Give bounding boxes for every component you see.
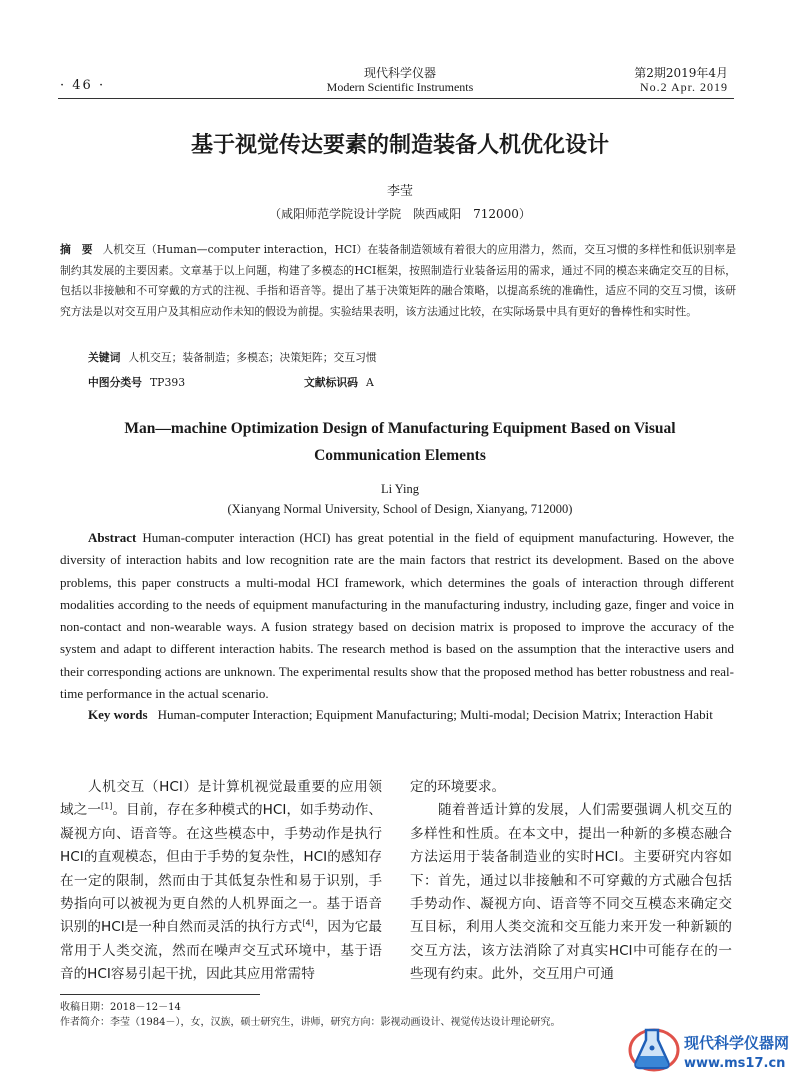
citation-ref[interactable]: [4]	[302, 918, 314, 928]
classification-number	[88, 375, 185, 390]
footnote-received-date: 收稿日期：2018－12－14	[60, 1002, 181, 1013]
document-code	[304, 375, 374, 390]
abstract-en-text: Human-computer interaction (HCI) has great potential in the field of equipment manufacturing. However, the diversity of interaction habits and low recognition rate are the main factors that restrict its development. Based on the above problems, this paper constructs a multi-modal HCI framework, which determines the goals of interaction through different modalities according to the needs of equipment manufacturing in the manufacturing industry, including gaze, finger and voice in non-contact and non-wearable ways. A fusion strategy based on decision matrix is proposed to improve the accuracy of the system and adapt to different interaction habits. The research method is based on the assumption that the interactive users and their corresponding actions are unknown. The experimental results show that the proposed method has better robustness and real-time performance in the actual scenario.	[60, 530, 734, 702]
paper-title-cn: 基于视觉传达要素的制造装备人机优化设计	[190, 133, 609, 158]
abstract-cn-label: 摘 要	[60, 243, 93, 256]
keywords-en-label: Key words	[88, 707, 148, 722]
abstract-en-label: Abstract	[88, 530, 137, 545]
author-en: Li Ying	[380, 482, 420, 496]
document-code-label: 文献标识码	[304, 376, 358, 389]
body-column-left	[60, 776, 382, 987]
citation-ref[interactable]: [1]	[100, 801, 113, 811]
watermark-site-url[interactable]: www.ms17.cn	[684, 1056, 786, 1071]
body-text: ，因为它最常用于人类交流，然而在噪声交互式环境中，基于语音的HCI容易引起干扰，因此其应用常需特	[60, 919, 383, 983]
watermark-site-name: 现代科学仪器网	[684, 1034, 790, 1052]
journal-title-cn: 现代科学仪器	[363, 66, 436, 80]
keywords-en-text: Human-computer Interaction; Equipment Manufacturing; Multi-modal; Decision Matrix; Interaction Habit	[157, 707, 713, 722]
body-paragraph: 定的环境要求。	[410, 779, 506, 795]
keywords-cn	[88, 350, 728, 365]
body-text: 。目前，存在多种模式的HCI，如手势动作、凝视方向、语音等。在这些模态中，手势动作是执行HCI的直观模态，但由于手势的复杂性，HCI的感知存在一定的限制，然而由于其低复杂性和易于识别，手势指向可以被视为更自然的人机界面之一。基于语音识别的HCI是一种自然而灵活的执行方式	[60, 802, 382, 936]
author-cn: 李莹	[386, 184, 413, 199]
keywords-cn-label: 关键词	[88, 351, 121, 364]
issue-info-cn: 第2期2019年4月	[634, 66, 728, 80]
body-column-right	[410, 776, 732, 987]
classification-label: 中图分类号	[88, 376, 142, 389]
issue-info-en: No.2 Apr. 2019	[639, 80, 728, 94]
site-watermark	[624, 1020, 794, 1080]
keywords-en	[60, 704, 734, 726]
abstract-en	[60, 527, 734, 705]
page-number: · 46 ·	[60, 78, 106, 93]
affiliation-en: (Xianyang Normal University, School of Design, Xianyang, 712000)	[227, 502, 573, 516]
body-text: 人机交互（HCI）是计算机视觉最重要的应用领域之一	[60, 779, 382, 819]
abstract-cn-text: 人机交互（Human—computer interaction，HCI）在装备制造领域有着很大的应用潜力，然而，交互习惯的多样性和低识别率是制约其发展的主要因素。文章基于以上问题，构建了多模态的HCI框架，按照制造行业装备运用的需求，通过不同的模态来确定交互的目标，包括以非接触和不可穿戴的方式的注视、手指和语音等。提出了基于决策矩阵的融合策略，以提高系统的准确性，适应不同的交互习惯，该研究方法是以对交互用户及其相应动作未知的假设为前提。实验结果表明，该方法通过比较，在实际场景中具有更好的鲁棒性和实时性。	[60, 243, 737, 318]
flask-logo-icon	[624, 1022, 680, 1076]
document-code-value: A	[365, 376, 374, 389]
footnote-author-info: 作者简介：李莹（1984－），女，汉族，硕士研究生，讲师，研究方向：影视动画设计、视觉传达设计理论研究。	[60, 1017, 561, 1028]
paper-title-en: Man—machine Optimization Design of Manufacturing Equipment Based on Visual Communication Elements	[124, 420, 676, 464]
classification-value: TP393	[149, 376, 186, 389]
header-divider	[58, 98, 734, 99]
footnote-divider	[60, 994, 260, 995]
body-paragraph	[60, 776, 382, 987]
keywords-cn-text: 人机交互；装备制造；多模态；决策矩阵；交互习惯	[128, 351, 377, 364]
body-paragraph: 随着普适计算的发展，人们需要强调人机交互的多样性和性质。在本文中，提出一种新的多模态融合方法运用于装备制造业的实时HCI。主要研究内容如下：首先，通过以非接触和不可穿戴的方式融合包括手势动作、凝视方向、语音等不同交互模态来确定交互目标，利用人类交流和交互能力来开发一种新颖的交互方法，该方法消除了对真实HCI中可能存在的一些现有约束。此外，交互用户可通	[410, 802, 732, 983]
abstract-cn	[60, 240, 736, 322]
affiliation-cn: （咸阳师范学院设计学院 陕西咸阳 712000）	[269, 207, 531, 221]
journal-title-en: Modern Scientific Instruments	[326, 80, 474, 94]
